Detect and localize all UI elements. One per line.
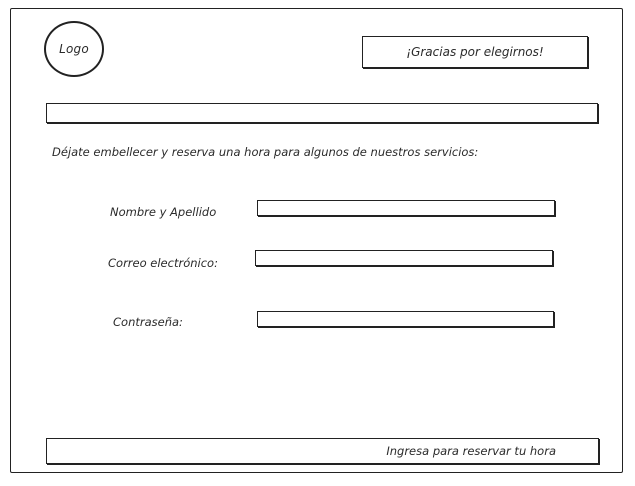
name-input[interactable]: [257, 200, 555, 216]
thanks-banner: [362, 36, 588, 68]
navigation-bar[interactable]: [46, 103, 598, 123]
intro-text: Déjate embellecer y reserva una hora para algunos de nuestros servicios:: [52, 145, 479, 159]
name-label: Nombre y Apellido: [110, 205, 217, 219]
logo-label: Logo: [59, 42, 89, 56]
password-input[interactable]: [257, 311, 554, 327]
thanks-message: ¡Gracias por elegirnos!: [406, 45, 544, 59]
footer-bar: [46, 438, 599, 464]
email-input[interactable]: [255, 250, 553, 266]
logo[interactable]: [44, 21, 104, 77]
email-label: Correo electrónico:: [108, 256, 218, 270]
reserve-link[interactable]: Ingresa para reservar tu hora: [386, 444, 556, 458]
page-frame: [10, 8, 623, 473]
password-label: Contraseña:: [113, 315, 183, 329]
